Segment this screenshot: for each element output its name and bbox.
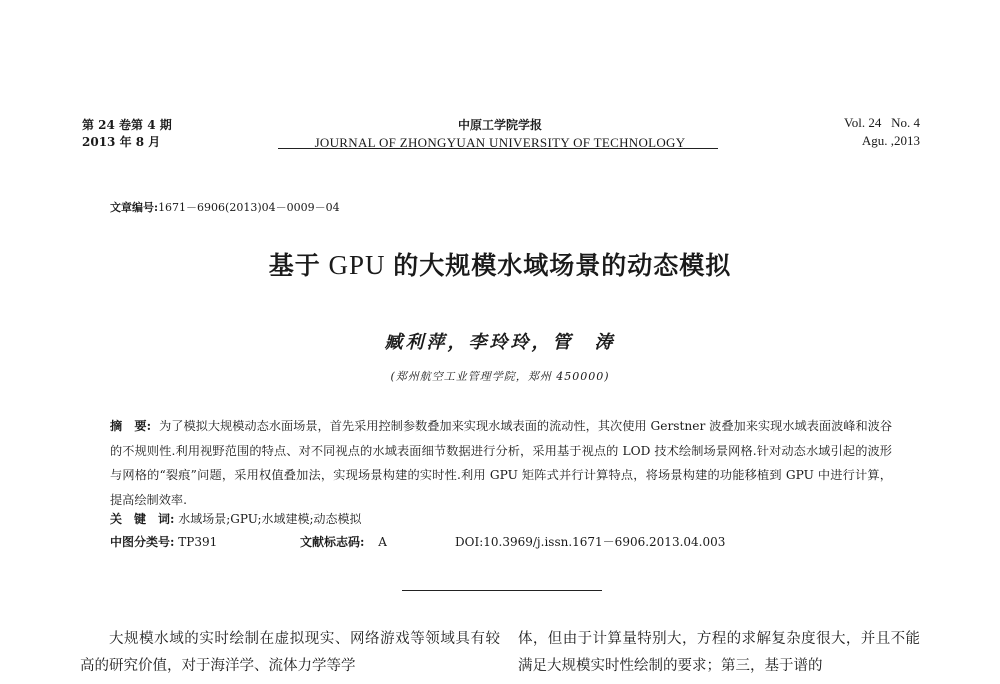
journal-name-en: JOURNAL OF ZHONGYUAN UNIVERSITY OF TECHNOLOGY (314, 135, 686, 150)
abstract (110, 414, 892, 512)
classification-label: 中图分类号: (110, 535, 175, 549)
doi: DOI:10.3969/j.issn.1671－6906.2013.04.003 (455, 535, 726, 549)
article-number (110, 199, 340, 215)
title-prefix: 基于 (268, 251, 321, 280)
title-latin: GPU (320, 250, 394, 280)
title-suffix: 的大规模水域场景的动态模拟 (393, 251, 732, 280)
document-code (300, 533, 387, 550)
issue-date-cn: 2013 年 8 月 (82, 135, 161, 149)
journal-vol-info (844, 114, 920, 150)
issue-date-en: Agu. ,2013 (861, 133, 920, 148)
abstract-label: 摘 要: (110, 419, 152, 433)
volume-issue: 第 24 卷第 4 期 (82, 118, 172, 132)
body-column-left: 大规模水域的实时绘制在虚拟现实、网络游戏等领域具有较高的研究价值，对于海洋学、流体力学等学 (80, 631, 500, 674)
keywords-value: 水域场景;GPU;水域建模;动态模拟 (178, 512, 362, 526)
document-code-label: 文献标志码: (300, 535, 365, 549)
journal-name-cn: 中原工学院学报 (457, 118, 542, 132)
keywords-label: 关 键 词: (110, 512, 175, 526)
section-separator (402, 590, 602, 591)
vol-no: Vol. 24 No. 4 (844, 115, 920, 130)
classification-number (110, 533, 217, 550)
abstract-text: 为了模拟大规模动态水面场景，首先采用控制参数叠加来实现水域表面的流动性，其次使用 Gerstner 波叠加来实现水域表面波峰和波谷的不规则性.利用视野范围的特点、对不同视点的水域表面细节数据进行分析，采用基于视点的 LOD 技术绘制场景网格.针对动态水域引起的波形与网格的“裂痕”问题，采用权值叠加法，实现场景构建的实时性.利用 GPU 矩阵式并行计算特点，将场景构建的功能移植到 GPU 中进行计算，提高绘制效率. (110, 419, 893, 507)
body-column-right: 体，但由于计算量特别大，方程的求解复杂度很大，并且不能满足大规模实时性绘制的要求；第三，基于谱的 (518, 631, 920, 674)
article-number-value: 1671－6906(2013)04－0009－04 (158, 201, 340, 214)
classification-value: TP391 (178, 535, 218, 549)
article-number-label: 文章编号: (110, 201, 159, 214)
author-list: 臧利萍，李玲玲，管 涛 (384, 332, 616, 353)
paper-title (0, 246, 1000, 282)
header-rule (278, 148, 718, 149)
keywords (110, 510, 362, 527)
affiliation: (郑州航空工业管理学院，郑州 450000) (390, 370, 610, 383)
document-code-value: A (378, 535, 387, 549)
